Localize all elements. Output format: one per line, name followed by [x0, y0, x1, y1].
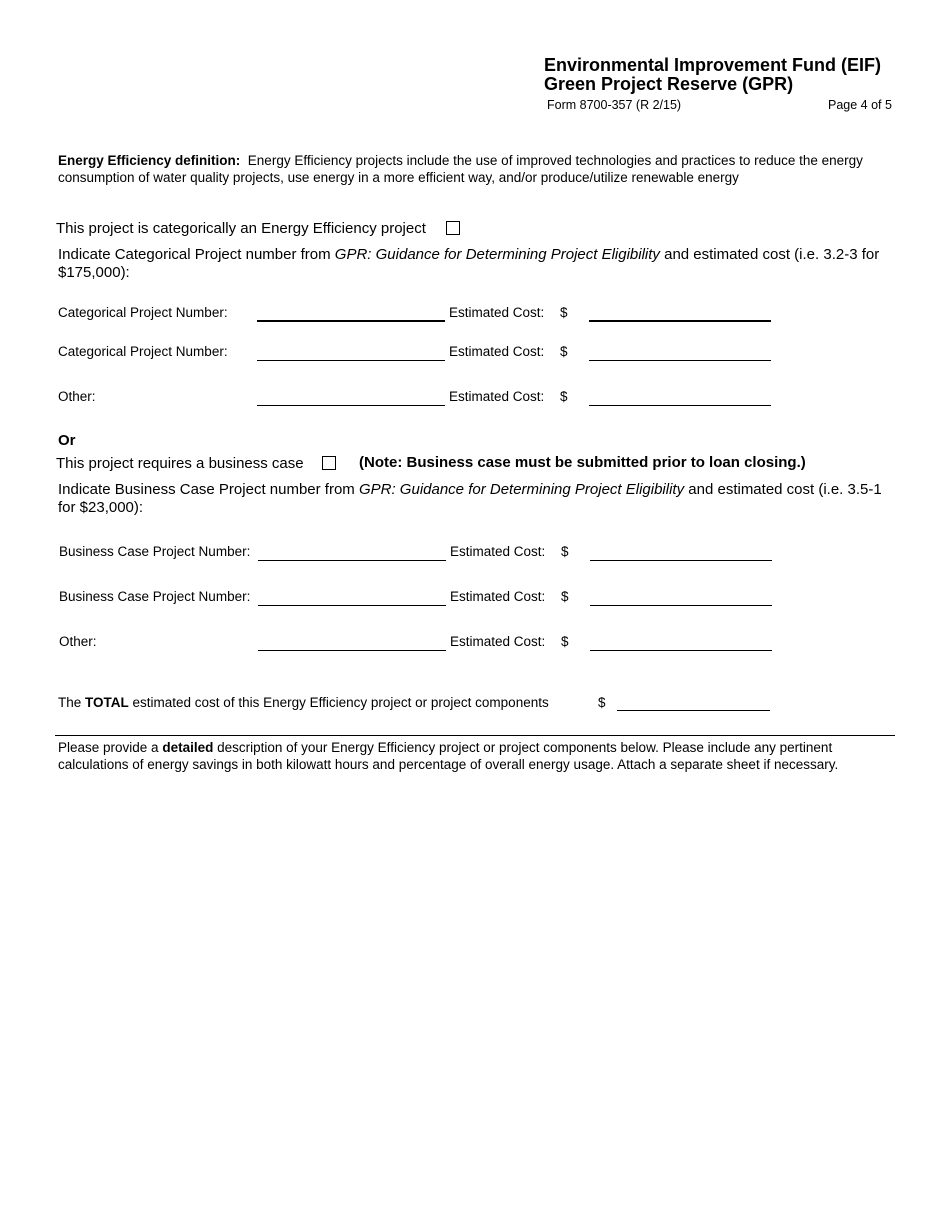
categorical-row1-label: Categorical Project Number:: [58, 305, 228, 320]
categorical-row2-cost-label: Estimated Cost:: [449, 344, 545, 359]
categorical-row1-cost-label: Estimated Cost:: [449, 305, 545, 320]
categorical-row2-label: Categorical Project Number:: [58, 344, 228, 359]
page-number: Page 4 of 5: [828, 98, 892, 112]
categorical-row1-cost-field[interactable]: [589, 320, 771, 322]
categorical-instruction-post: and estimated cost (i.e. 3.2-3 for $175,000):: [58, 246, 880, 281]
form-title-line2: Green Project Reserve (GPR): [544, 74, 794, 94]
description-area[interactable]: [55, 780, 895, 1180]
business-row2-number-field[interactable]: [258, 605, 446, 606]
categorical-other-field[interactable]: [257, 405, 445, 406]
definition-paragraph: [58, 152, 898, 186]
business-row2-cost-label: Estimated Cost:: [450, 589, 546, 604]
total-cost-field[interactable]: [617, 710, 770, 711]
categorical-statement: This project is categorically an Energy Efficiency project: [56, 220, 426, 237]
categorical-other-cost-label: Estimated Cost:: [449, 389, 545, 404]
business-other-label: Other:: [59, 634, 97, 649]
business-row1-currency: $: [561, 544, 569, 559]
business-other-field[interactable]: [258, 650, 446, 651]
section-divider: [55, 735, 895, 736]
definition-text: Energy Efficiency projects include the use of improved technologies and practices to reduce the energy consumption of water quality projects, use energy in a more efficient way, and/or produce/utilize renewable energy: [58, 153, 863, 185]
business-row1-cost-field[interactable]: [590, 560, 772, 561]
business-row2-currency: $: [561, 589, 569, 604]
categorical-row2-cost-field[interactable]: [589, 360, 771, 361]
categorical-other-cost-field[interactable]: [589, 405, 771, 406]
categorical-other-currency: $: [560, 389, 568, 404]
or-label: Or: [58, 432, 76, 449]
definition-label: Energy Efficiency definition:: [58, 153, 241, 168]
form-title: [544, 56, 881, 94]
categorical-row1-number-field[interactable]: [257, 320, 445, 322]
categorical-row2-number-field[interactable]: [257, 360, 445, 361]
categorical-row2-currency: $: [560, 344, 568, 359]
business-other-cost-label: Estimated Cost:: [450, 634, 546, 649]
description-pre: Please provide a: [58, 740, 163, 755]
form-title-line1: Environmental Improvement Fund (EIF): [544, 55, 882, 75]
business-row1-label: Business Case Project Number:: [59, 544, 251, 559]
categorical-checkbox[interactable]: [446, 221, 460, 235]
form-number: Form 8700-357 (R 2/15): [547, 98, 682, 112]
business-statement: This project requires a business case: [56, 455, 304, 472]
business-row1-cost-label: Estimated Cost:: [450, 544, 546, 559]
categorical-instruction-pre: Indicate Categorical Project number from: [58, 246, 335, 263]
business-note: (Note: Business case must be submitted prior to loan closing.): [359, 454, 806, 471]
business-guidance-title: GPR: Guidance for Determining Project Eligibility: [358, 481, 685, 498]
categorical-guidance-title: GPR: Guidance for Determining Project Eligibility: [334, 246, 660, 263]
business-instruction-pre: Indicate Business Case Project number from: [58, 481, 359, 498]
business-checkbox[interactable]: [322, 456, 336, 470]
business-other-currency: $: [561, 634, 569, 649]
total-label: [58, 695, 549, 710]
total-label-pre: The: [58, 695, 86, 710]
business-row1-number-field[interactable]: [258, 560, 446, 561]
total-label-post: estimated cost of this Energy Efficiency project or project components: [128, 695, 549, 710]
description-bold: detailed: [162, 740, 214, 755]
total-currency: $: [598, 695, 606, 710]
description-post: description of your Energy Efficiency project or project components below. Please include any pertinent calculations of energy savings in both kilowatt hours and percentage of overall energy usage. Attach a separate sheet if necessary.: [58, 740, 839, 772]
business-instruction-post: and estimated cost (i.e. 3.5-1 for $23,000):: [58, 481, 882, 516]
categorical-row1-currency: $: [560, 305, 568, 320]
categorical-instruction: [58, 246, 898, 282]
business-row2-cost-field[interactable]: [590, 605, 772, 606]
business-other-cost-field[interactable]: [590, 650, 772, 651]
business-row2-label: Business Case Project Number:: [59, 589, 251, 604]
description-instruction: [58, 739, 898, 773]
business-instruction: [58, 481, 898, 517]
total-label-bold: TOTAL: [85, 695, 129, 710]
categorical-other-label: Other:: [58, 389, 96, 404]
